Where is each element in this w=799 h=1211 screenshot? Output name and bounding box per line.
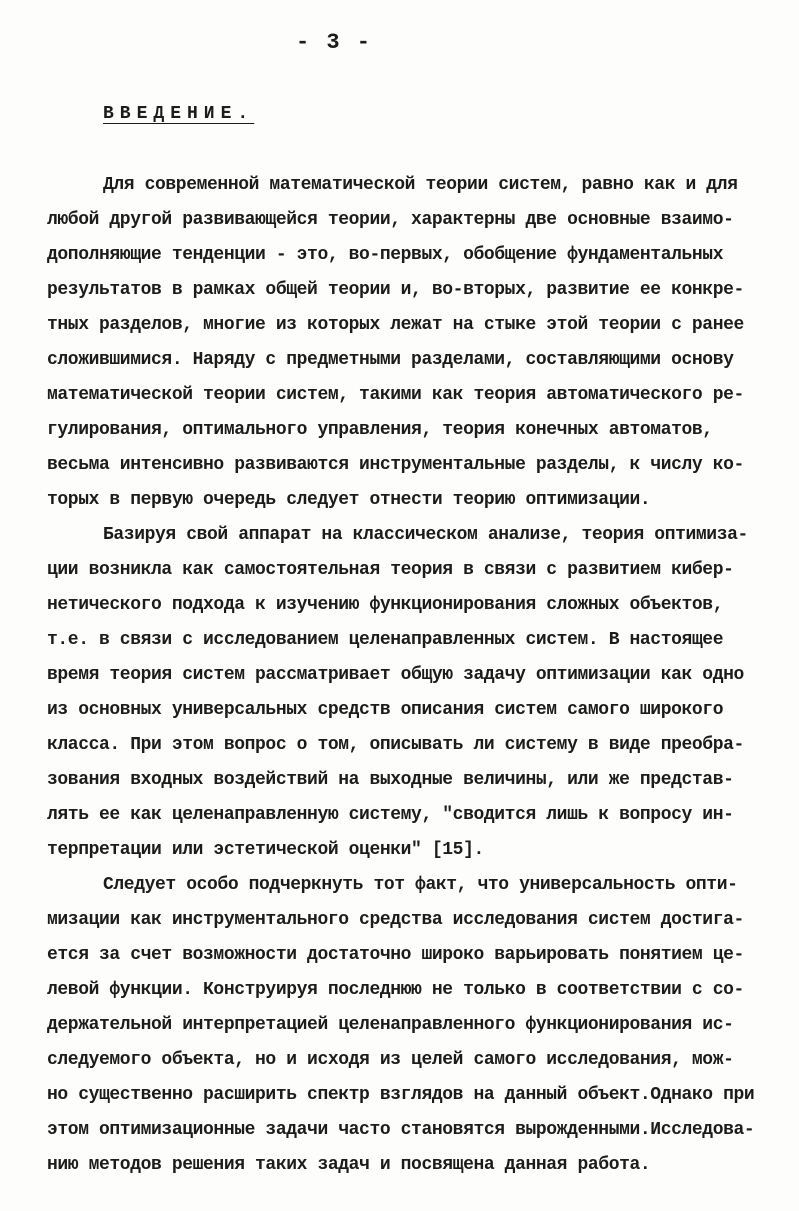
text-line: время теория систем рассматривает общую задачу оптимизации как одно [47,665,744,685]
text-line: держательной интерпретацией целенаправленного функционирования ис- [47,1015,734,1035]
text-line: любой другой развивающейся теории, характерны две основные взаимо- [47,210,734,230]
text-line: дополняющие тенденции - это, во-первых, обобщение фундаментальных [47,245,724,265]
page-number: - 3 - [296,30,373,55]
text-line: т.е. в связи с исследованием целенаправленных систем. В настоящее [47,630,724,650]
section-heading: ВВЕДЕНИЕ. [103,104,255,124]
text-line: мизации как инструментального средства исследования систем достига- [47,910,744,930]
text-line: Для современной математической теории систем, равно как и для [103,175,738,195]
text-line: результатов в рамках общей теории и, во-вторых, развитие ее конкре- [47,280,744,300]
text-line: нетического подхода к изучению функционирования сложных объектов, [47,595,724,615]
text-line: но существенно расширить спектр взглядов на данный объект.Однако при [47,1085,755,1105]
text-line: ется за счет возможности достаточно широко варьировать понятием це- [47,945,744,965]
text-line: весьма интенсивно развиваются инструментальные разделы, к числу ко- [47,455,744,475]
text-line: гулирования, оптимального управления, теория конечных автоматов, [47,420,713,440]
text-line: класса. При этом вопрос о том, описывать ли систему в виде преобра- [47,735,744,755]
text-line: сложившимися. Наряду с предметными разделами, составляющими основу [47,350,734,370]
text-line: зования входных воздействий на выходные величины, или же представ- [47,770,734,790]
text-line: этом оптимизационные задачи часто становятся вырожденными.Исследова- [47,1120,755,1140]
text-line: лять ее как целенаправленную систему, "сводится лишь к вопросу ин- [47,805,734,825]
text-line: нию методов решения таких задач и посвящена данная работа. [47,1155,651,1175]
text-line: из основных универсальных средств описания систем самого широкого [47,700,724,720]
text-line: следуемого объекта, но и исходя из целей самого исследования, мож- [47,1050,734,1070]
text-line: левой функции. Конструируя последнюю не только в соответствии с со- [47,980,744,1000]
text-line: математической теории систем, такими как теория автоматического ре- [47,385,744,405]
text-line: тных разделов, многие из которых лежат на стыке этой теории с ранее [47,315,744,335]
text-line: ции возникла как самостоятельная теория в связи с развитием кибер- [47,560,734,580]
text-line: торых в первую очередь следует отнести теорию оптимизации. [47,490,651,510]
text-line: Следует особо подчеркнуть тот факт, что универсальность опти- [103,875,738,895]
text-line: Базируя свой аппарат на классическом анализе, теория оптимиза- [103,525,748,545]
text-line: терпретации или эстетической оценки" [15]. [47,840,484,860]
